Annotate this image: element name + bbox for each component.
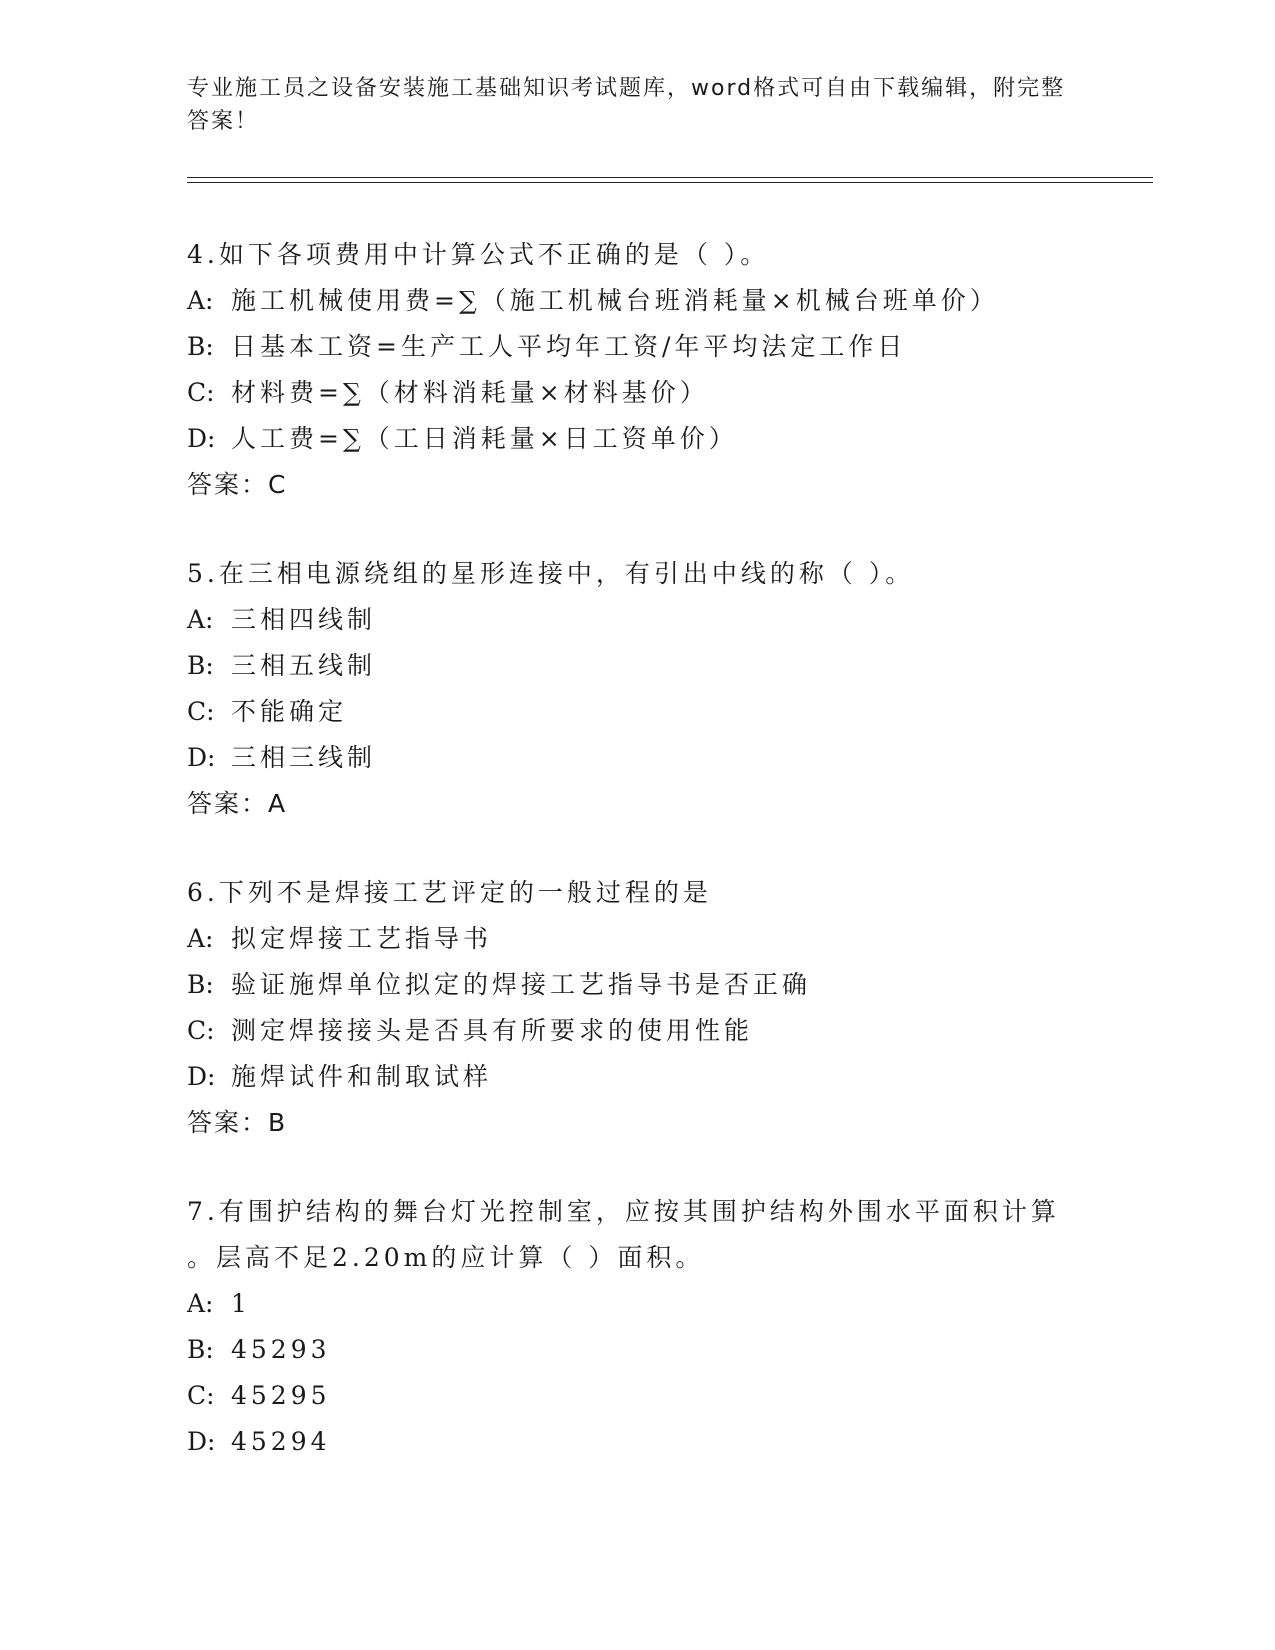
option-d (187, 1419, 1087, 1465)
option-key: C: (187, 1381, 215, 1410)
option-c (187, 1008, 1087, 1054)
option-text: 施工机械使用费=∑（施工机械台班消耗量×机械台班单价） (231, 286, 999, 315)
option-d (187, 1054, 1087, 1100)
option-key: B: (187, 1335, 214, 1364)
option-text: 45294 (231, 1427, 331, 1456)
option-b (187, 324, 1087, 370)
question-stem: 7.有围护结构的舞台灯光控制室，应按其围护结构外围水平面积计算 (187, 1197, 1060, 1226)
option-key: D: (187, 1427, 216, 1456)
option-a (187, 597, 1087, 643)
document-header: 专业施工员之设备安装施工基础知识考试题库，word格式可自由下载编辑，附完整答案！ (187, 76, 1066, 134)
answer-line: 答案：C (187, 470, 288, 499)
option-b (187, 1327, 1087, 1373)
option-text: 日基本工资=生产工人平均年工资/年平均法定工作日 (231, 332, 907, 361)
option-d (187, 416, 1087, 462)
option-text: 45295 (231, 1381, 331, 1410)
option-key: A: (187, 286, 214, 315)
option-text: 不能确定 (231, 697, 348, 726)
option-c (187, 689, 1087, 735)
option-key: C: (187, 1016, 215, 1045)
option-c (187, 370, 1087, 416)
option-text: 拟定焊接工艺指导书 (231, 924, 493, 953)
option-text: 三相五线制 (231, 651, 377, 680)
option-text: 测定焊接接头是否具有所要求的使用性能 (231, 1016, 754, 1045)
option-a (187, 278, 1087, 324)
answer-line: 答案：B (187, 1108, 288, 1137)
option-text: 三相三线制 (231, 743, 377, 772)
option-key: A: (187, 1289, 214, 1318)
option-text: 施焊试件和制取试样 (231, 1062, 493, 1091)
option-key: B: (187, 332, 214, 361)
option-key: D: (187, 743, 216, 772)
option-a (187, 916, 1087, 962)
header-divider-top (187, 177, 1153, 178)
option-text: 验证施焊单位拟定的焊接工艺指导书是否正确 (231, 970, 812, 999)
question-stem: 6.下列不是焊接工艺评定的一般过程的是 (187, 878, 712, 907)
option-d (187, 735, 1087, 781)
option-b (187, 643, 1087, 689)
option-key: D: (187, 1062, 216, 1091)
question-7 (187, 1189, 1087, 1465)
header-divider-bottom (187, 182, 1153, 183)
option-text: 人工费=∑（工日消耗量×日工资单价） (231, 424, 738, 453)
option-text: 材料费=∑（材料消耗量×材料基价） (231, 378, 709, 407)
option-c (187, 1373, 1087, 1419)
option-a (187, 1281, 1087, 1327)
answer-line: 答案：A (187, 789, 288, 818)
option-key: B: (187, 651, 214, 680)
option-text: 1 (231, 1289, 251, 1318)
option-text: 三相四线制 (231, 605, 377, 634)
option-key: A: (187, 924, 214, 953)
option-b (187, 962, 1087, 1008)
option-key: B: (187, 970, 214, 999)
question-5 (187, 551, 1087, 827)
option-key: C: (187, 697, 215, 726)
question-stem: 5.在三相电源绕组的星形连接中，有引出中线的称（ ）。 (187, 559, 915, 588)
option-key: D: (187, 424, 216, 453)
question-stem: 4.如下各项费用中计算公式不正确的是（ ）。 (187, 240, 770, 269)
option-text: 45293 (231, 1335, 331, 1364)
option-key: A: (187, 605, 214, 634)
option-key: C: (187, 378, 215, 407)
question-stem-continued: 。层高不足2.20m的应计算（ ）面积。 (187, 1243, 705, 1272)
question-4 (187, 232, 1087, 508)
question-6 (187, 870, 1087, 1146)
